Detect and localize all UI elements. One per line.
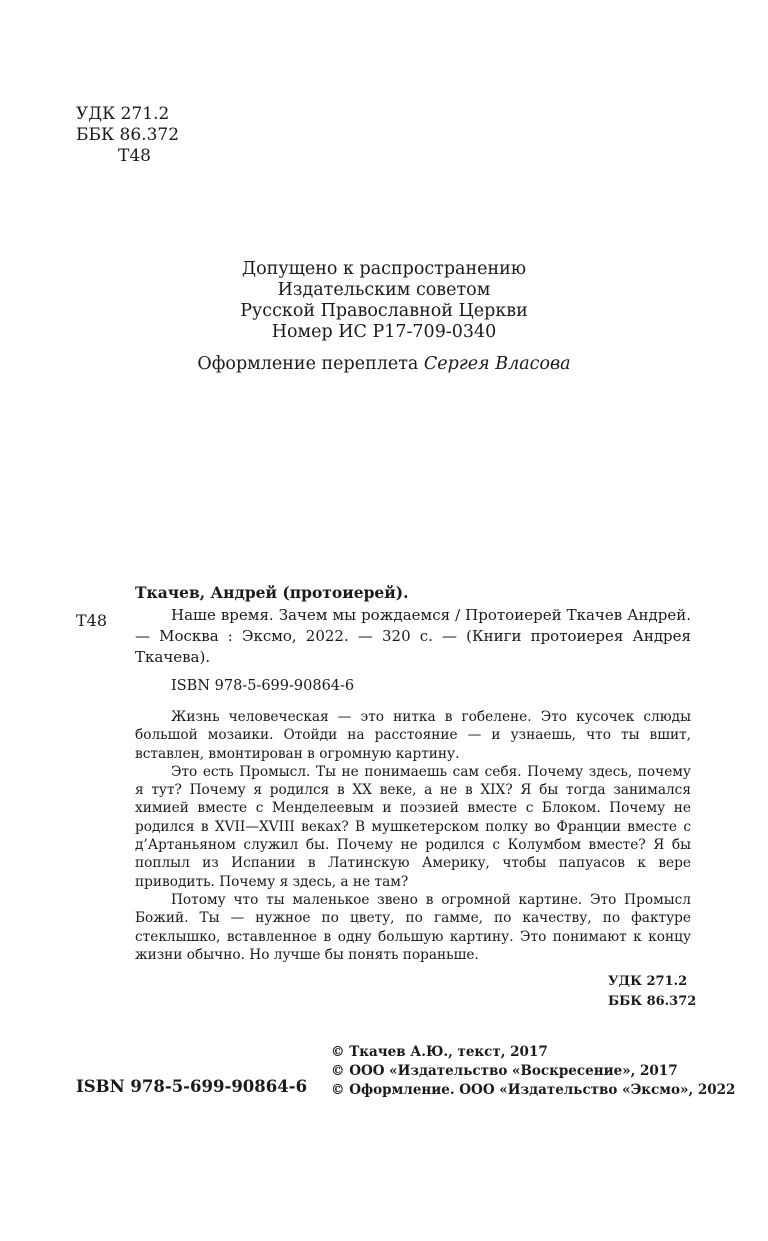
- copyright-line: © Оформление. ООО «Издательство «Эксмо», 2022: [331, 1082, 736, 1098]
- cover-design-credit: [0, 354, 768, 374]
- copyright-line: © ООО «Издательство «Воскресение», 2017: [331, 1063, 678, 1079]
- annotation: [135, 708, 691, 964]
- approval-number: Номер ИС Р17-709-0340: [271, 322, 497, 342]
- bibliographic-description: Наше время. Зачем мы рождаемся / Протоиерей Ткачев Андрей. — Москва : Эксмо, 2022. — 320 с. — (Книги протоиерея Андрея Ткачева).: [135, 606, 691, 666]
- annotation-paragraph: Это есть Промысл. Ты не понимаешь сам себя. Почему здесь, почему я тут? Почему я родился в ХХ веке, а не в XIX? Я бы тогда занимался химией вместе с Менделеевым и поэзией вместе с Блоком. Почему не родился в XVII—XVIII веках? В мушкетерском полку во Франции вместе с д’Артаньяном служил бы. Почему не родился с Колумбом вместе? Я бы поплыл из Испании в Латинскую Америку, чтобы папуасов к вере приводить. Почему я здесь, а не там?: [135, 763, 691, 890]
- classification-block: [76, 104, 179, 167]
- annotation-paragraph: Жизнь человеческая — это нитка в гобелене. Это кусочек слюды большой мозаики. Отойди на расстояние — и узнаешь, что ты вшит, вставлен, вмонтирован в огромную картину.: [135, 709, 691, 762]
- bottom-bbk: ББК 86.372: [608, 994, 697, 1009]
- approval-line: Издательским советом: [277, 280, 491, 300]
- annotation-paragraph: Потому что ты маленькое звено в огромной картине. Это Промысл Божий. Ты — нужное по цвету, по гамме, по качеству, по фактуре стеклышко, вставленное в одну большую картину. Это понимают к концу жизни обычно. Но лучше бы понять пораньше.: [135, 891, 691, 963]
- bottom-classification: [608, 972, 696, 1012]
- copyright-block: [331, 1043, 735, 1100]
- catalog-author-sign: Т48: [76, 611, 108, 630]
- author-heading: Ткачев, Андрей (протоиерей).: [135, 583, 409, 602]
- approval-line: Русской Православной Церкви: [240, 301, 528, 321]
- isbn-footer: ISBN 978-5-699-90864-6: [76, 1077, 308, 1096]
- approval-line: Допущено к распространению: [241, 259, 527, 279]
- catalog-isbn: ISBN 978-5-699-90864-6: [171, 678, 355, 694]
- author-sign: Т48: [118, 146, 151, 166]
- designer-name: Сергея Власова: [423, 354, 571, 374]
- approval-block: [0, 259, 768, 343]
- bbk-code: ББК 86.372: [76, 125, 180, 145]
- copyright-line: © Ткачев А.Ю., текст, 2017: [331, 1044, 548, 1060]
- bottom-udk: УДК 271.2: [608, 974, 688, 989]
- design-prefix: Оформление переплета: [197, 354, 419, 374]
- udk-code: УДК 271.2: [76, 104, 170, 124]
